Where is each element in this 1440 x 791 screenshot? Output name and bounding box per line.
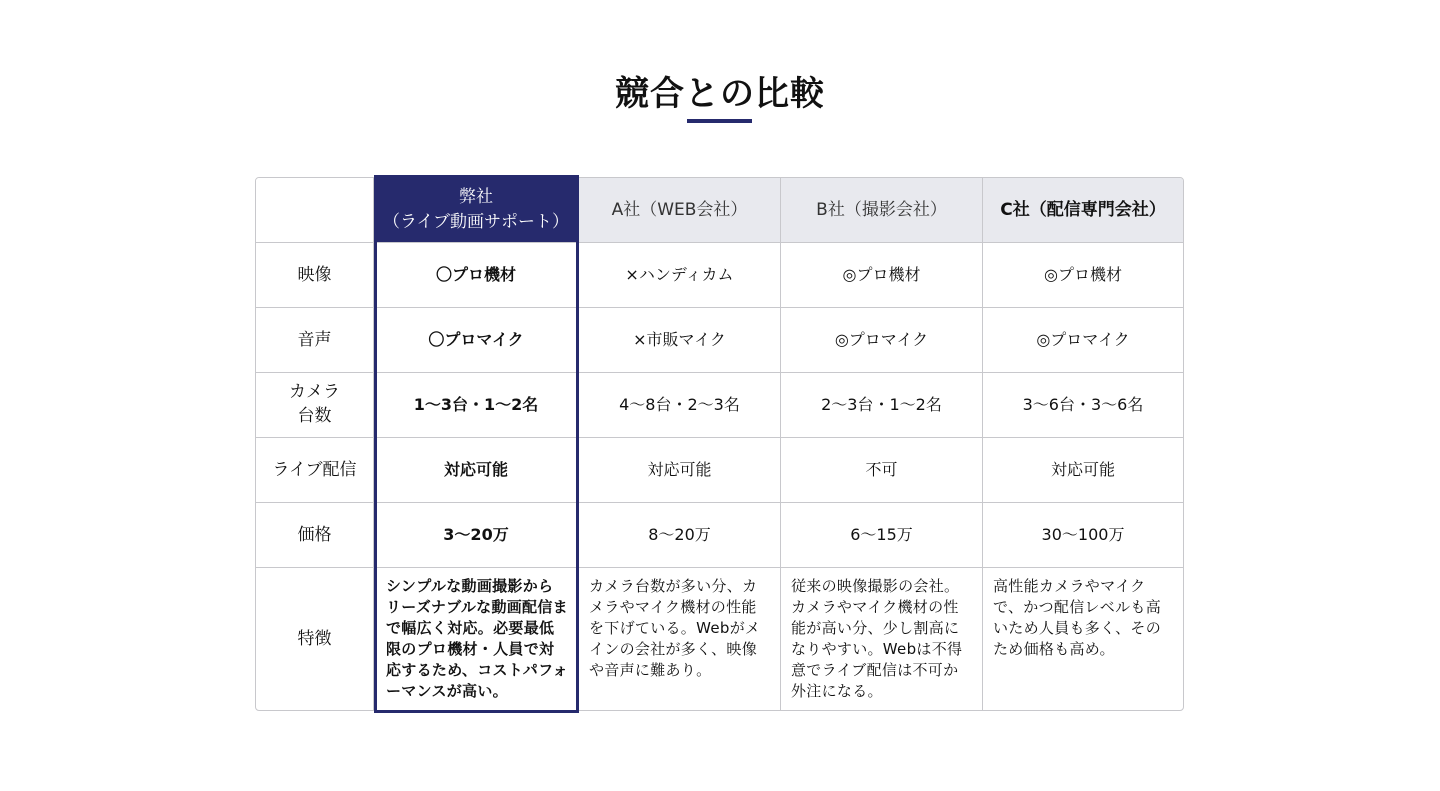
comparison-table — [255, 177, 1184, 711]
cell-audio-a: ×市販マイク — [579, 308, 781, 373]
cell-price-c: 30〜100万 — [983, 503, 1183, 568]
cell-live-c: 対応可能 — [983, 438, 1183, 503]
cell-video-ours: 〇プロ機材 — [374, 243, 579, 308]
cell-price-ours: 3〜20万 — [374, 503, 579, 568]
cell-audio-ours: 〇プロマイク — [374, 308, 579, 373]
cell-camera-c: 3〜6台・3〜6名 — [983, 373, 1183, 438]
cell-feature-ours: シンプルな動画撮影からリーズナブルな動画配信まで幅広く対応。必要最低限のプロ機材・人員で対応するため、コストパフォーマンスが高い。 — [374, 568, 579, 710]
row-header-price: 価格 — [256, 503, 374, 568]
row-header-camera-line1: カメラ — [289, 382, 340, 403]
row-header-video: 映像 — [256, 243, 374, 308]
column-header-b: B社（撮影会社） — [781, 178, 983, 243]
column-header-a: A社（WEB会社） — [579, 178, 781, 243]
cell-camera-a: 4〜8台・2〜3名 — [579, 373, 781, 438]
column-header-ours-name: 弊社 — [459, 187, 493, 208]
cell-price-a: 8〜20万 — [579, 503, 781, 568]
row-header-live: ライブ配信 — [256, 438, 374, 503]
cell-video-c: ◎プロ機材 — [983, 243, 1183, 308]
cell-feature-a: カメラ台数が多い分、カメラやマイク機材の性能を下げている。Webがメインの会社が多く、映像や音声に難あり。 — [579, 568, 781, 710]
cell-live-b: 不可 — [781, 438, 983, 503]
corner-cell — [256, 178, 374, 243]
cell-feature-c: 高性能カメラやマイクで、かつ配信レベルも高いため人員も多く、そのため価格も高め。 — [993, 577, 1162, 658]
cell-video-a: ×ハンディカム — [579, 243, 781, 308]
row-header-audio: 音声 — [256, 308, 374, 373]
column-header-ours — [374, 178, 579, 243]
cell-live-a: 対応可能 — [579, 438, 781, 503]
cell-audio-c: ◎プロマイク — [983, 308, 1183, 373]
cell-video-b: ◎プロ機材 — [781, 243, 983, 308]
cell-camera-ours: 1〜3台・1〜2名 — [374, 373, 579, 438]
column-header-ours-sub: （ライブ動画サポート） — [383, 212, 569, 232]
cell-camera-b: 2〜3台・1〜2名 — [781, 373, 983, 438]
row-header-feature: 特徴 — [256, 568, 374, 710]
row-header-camera-line2: 台数 — [297, 406, 332, 426]
cell-feature-b: 従来の映像撮影の会社。カメラやマイク機材の性能が高い分、少し割高になりやすい。Webは不得意でライブ配信は不可か外注になる。 — [781, 568, 983, 710]
section-title: 競合との比較 — [615, 74, 825, 114]
title-underline — [687, 119, 752, 123]
column-header-c: C社（配信専門会社） — [983, 178, 1183, 243]
row-header-camera — [256, 373, 374, 438]
cell-audio-b: ◎プロマイク — [781, 308, 983, 373]
cell-live-ours: 対応可能 — [374, 438, 579, 503]
cell-price-b: 6〜15万 — [781, 503, 983, 568]
